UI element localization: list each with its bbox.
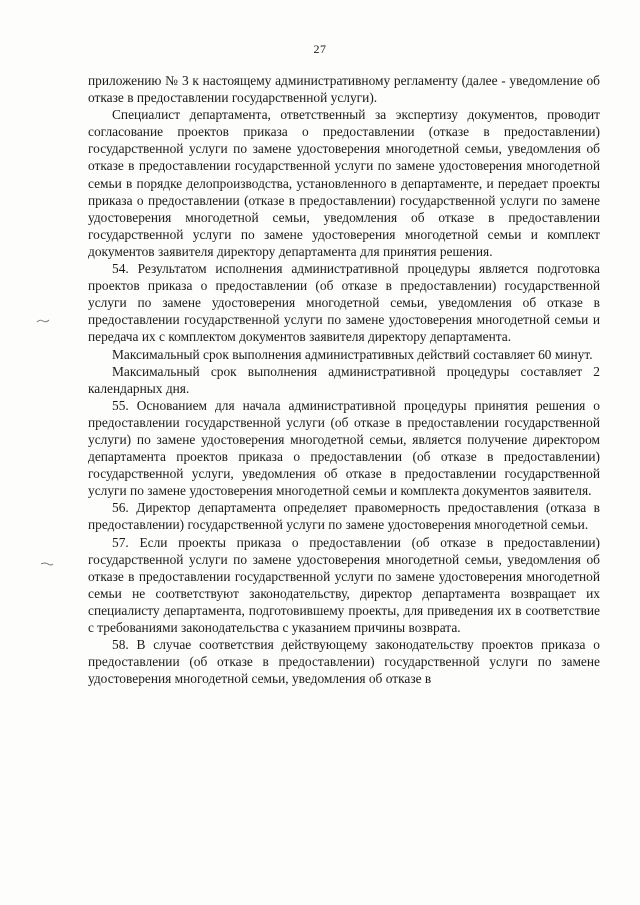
margin-pen-mark: [40, 561, 54, 567]
margin-pen-mark: [36, 318, 50, 324]
document-body: [88, 72, 600, 687]
paragraph-55: 55. Основанием для начала административной процедуры принятия решения о предоставлении государственной услуги (об отказе в предоставлении государственной услуги) по замене удостоверения многодетной семьи, является получение директором департамента проектов приказа о предоставлении (об отказе в предоставлении) государственной услуги, уведомления об отказе в предоставлении государственной услуги по замене удостоверения многодетной семьи и комплекта документов заявителя.: [88, 397, 600, 499]
paragraph-max-time-actions: Максимальный срок выполнения административных действий составляет 60 минут.: [112, 346, 593, 362]
paragraph-max-time-procedure: Максимальный срок выполнения административной процедуры составляет 2 календарных дня.: [88, 363, 600, 396]
paragraph-58: 58. В случае соответствия действующему законодательству проектов приказа о предоставлении (об отказе в предоставлении) государственной услуги по замене удостоверения многодетной семьи, уведомления об отказе в: [88, 637, 600, 687]
page-number: 27: [313, 42, 327, 56]
paragraph-continuation: приложению № 3 к настоящему административному регламенту (далее - уведомление об отказе в предоставлении государственной услуги).: [88, 73, 600, 106]
paragraph-specialist-approval: Специалист департамента, ответственный за экспертизу документов, проводит согласование проектов приказа о предоставлении (отказе в предоставлении) государственной услуги по замене удостоверения многодетной семьи, уведомления об отказе в предоставлении государственной услуги по замене удостоверения многодетной семьи в порядке делопроизводства, установленного в департаменте, и передает проекты приказа о предоставлении (отказе в предоставлении) государственной услуги по замене удостоверения многодетной семьи, уведомления об отказе в предоставлении государственной услуги по замене удостоверения многодетной семьи и комплект документов заявителя директору департамента для принятия решения.: [88, 107, 600, 259]
paragraph-57: 57. Если проекты приказа о предоставлении (об отказе в предоставлении) государственной услуги по замене удостоверения многодетной семьи, уведомления об отказе в предоставлении государственной услуги по замене удостоверения многодетной семьи не соответствуют законодательству, директор департамента возвращает их специалисту департамента, подготовившему проекты, для приведения их в соответствие с требованиями законодательства с указанием причины возврата.: [88, 534, 600, 635]
paragraph-54: 54. Результатом исполнения административной процедуры является подготовка проектов приказа о предоставлении (об отказе в предоставлении) государственной услуги по замене удостоверения многодетной семьи, уведомления об отказе в предоставлении государственной услуги по замене удостоверения многодетной семьи и передача их с комплектом документов заявителя директору департамента.: [88, 261, 600, 345]
paragraph-56: 56. Директор департамента определяет правомерность предоставления (отказа в предоставлении) государственной услуги по замене удостоверения многодетной семьи.: [88, 500, 600, 533]
